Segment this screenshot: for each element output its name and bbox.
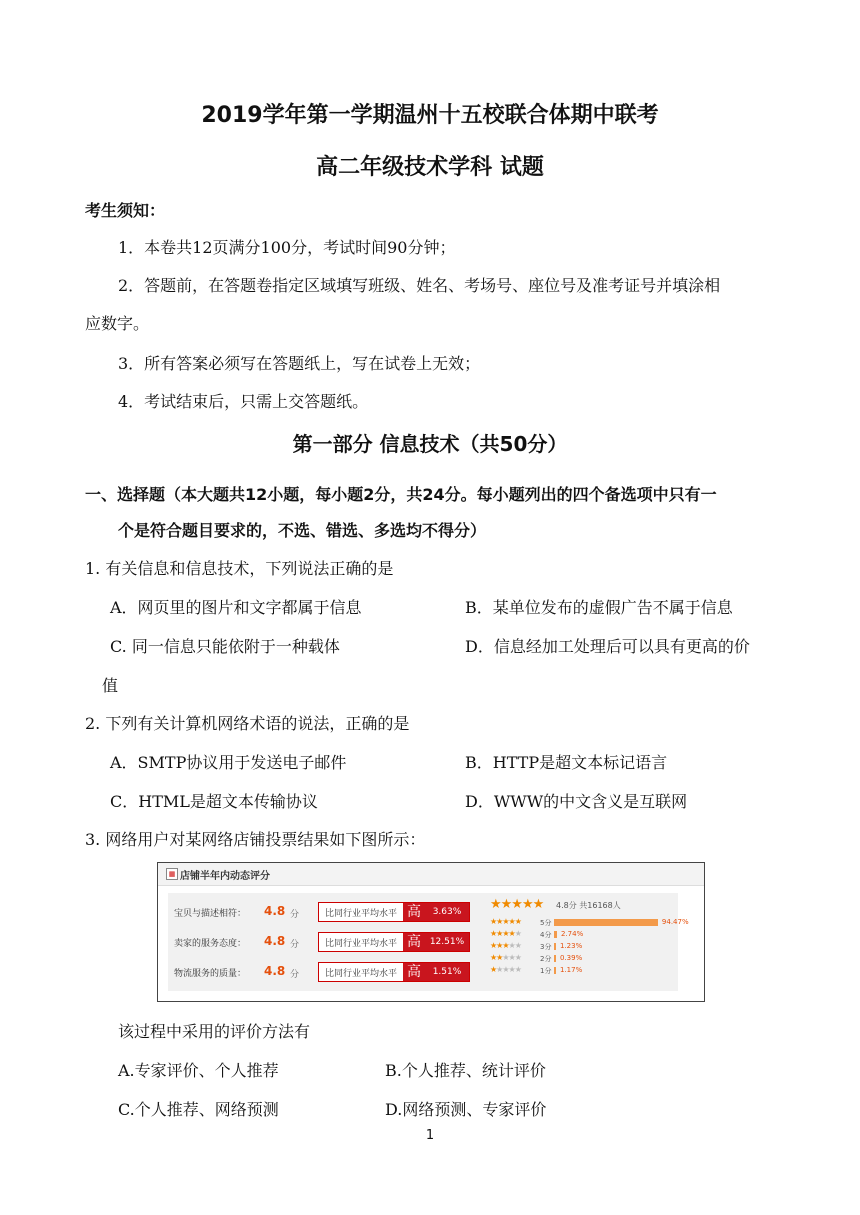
distribution-bar	[554, 955, 556, 962]
rating-row-label: 卖家的服务态度：	[174, 939, 247, 949]
q3-option-d: D.网络预测、专家评价	[385, 1100, 547, 1119]
compare-box	[318, 902, 470, 922]
q1-stem: 1. 有关信息和信息技术，下列说法正确的是	[85, 559, 394, 578]
star-icon: ★★★★★	[490, 965, 521, 974]
star-icon: ★★★★★	[490, 953, 521, 962]
distribution-row	[490, 941, 676, 953]
star-icon: ★★★★★	[490, 941, 521, 950]
q1-option-a: A．网页里的图片和文字都属于信息	[110, 598, 362, 617]
compare-percent: 1.51%	[425, 963, 469, 981]
rating-row	[168, 901, 488, 923]
rating-stars-icon: ★★★★★	[490, 897, 544, 912]
q3-option-b: B.个人推荐、统计评价	[385, 1061, 546, 1080]
rating-row-score: 4.8	[264, 934, 286, 948]
calendar-icon: ▦	[166, 868, 178, 880]
level-badge: 高	[403, 933, 425, 951]
notice-item-3: 3．所有答案必须写在答题纸上，写在试卷上无效；	[118, 354, 481, 373]
rating-row-score: 4.8	[264, 904, 286, 918]
compare-text: 比同行业平均水平	[325, 969, 398, 979]
notice-item-2-cont: 应数字。	[85, 314, 150, 333]
rating-summary: 4.8分 共16168人	[556, 901, 621, 910]
star-distribution	[490, 895, 689, 989]
rating-header-title: 店铺半年内动态评分	[180, 871, 270, 882]
q2-option-b: B．HTTP是超文本标记语言	[465, 753, 668, 772]
rating-row-label: 宝贝与描述相符：	[174, 909, 247, 919]
exam-subtitle: 高二年级技术学科 试题	[316, 155, 544, 180]
part1-instruction-cont: 个是符合题目要求的，不选、错选、多选均不得分）	[118, 521, 487, 540]
compare-percent: 12.51%	[425, 933, 469, 951]
distribution-percent: 0.39%	[560, 954, 583, 962]
compare-percent: 3.63%	[425, 903, 469, 921]
q2-option-d: D．WWW的中文含义是互联网	[465, 792, 688, 811]
distribution-bar	[554, 931, 557, 938]
q2-option-c: C．HTML是超文本传输协议	[110, 792, 318, 811]
q1-option-b: B．某单位发布的虚假广告不属于信息	[465, 598, 733, 617]
compare-text: 比同行业平均水平	[325, 939, 398, 949]
notice-item-4: 4．考试结束后，只需上交答题纸。	[118, 392, 369, 411]
section-title: 第一部分 信息技术（共50分）	[292, 432, 568, 456]
distribution-label: 3分	[540, 943, 552, 951]
q3-option-c: C.个人推荐、网络预测	[118, 1100, 279, 1119]
distribution-percent: 1.17%	[560, 966, 583, 974]
rating-row	[168, 961, 488, 983]
distribution-label: 5分	[540, 919, 552, 927]
compare-text: 比同行业平均水平	[325, 909, 398, 919]
notice-item-2: 2．答题前，在答题卷指定区域填写班级、姓名、考场号、座位号及准考证号并填涂相	[118, 276, 721, 295]
distribution-percent: 2.74%	[561, 930, 584, 938]
notice-heading: 考生须知：	[85, 201, 166, 220]
star-icon: ★★★★★	[490, 917, 521, 926]
distribution-row	[490, 953, 676, 965]
rating-header	[158, 863, 704, 886]
compare-box	[318, 962, 470, 982]
distribution-percent: 1.23%	[560, 942, 583, 950]
compare-box	[318, 932, 470, 952]
q2-option-a: A．SMTP协议用于发送电子邮件	[110, 753, 347, 772]
star-icon: ★★★★★	[490, 929, 521, 938]
rating-row-score: 4.8	[264, 964, 286, 978]
distribution-row	[490, 929, 676, 941]
rating-panel	[168, 893, 689, 991]
rating-row-unit: 分	[290, 970, 300, 980]
shop-rating-figure	[157, 862, 705, 1002]
distribution-row	[490, 917, 689, 929]
q3-followup: 该过程中采用的评价方法有	[118, 1022, 311, 1041]
q1-option-c: C. 同一信息只能依附于一种载体	[110, 637, 340, 656]
exam-title: 2019学年第一学期温州十五校联合体期中联考	[201, 103, 659, 128]
rating-row	[168, 931, 488, 953]
page-number: 1	[425, 1128, 435, 1143]
q3-option-a: A.专家评价、个人推荐	[118, 1061, 279, 1080]
distribution-bar	[554, 919, 658, 926]
notice-item-1: 1．本卷共12页满分100分，考试时间90分钟；	[118, 238, 456, 257]
level-badge: 高	[403, 963, 425, 981]
rating-row-label: 物流服务的质量：	[174, 969, 247, 979]
q2-stem: 2. 下列有关计算机网络术语的说法，正确的是	[85, 714, 410, 733]
q1-option-d: D．信息经加工处理后可以具有更高的价	[465, 637, 750, 656]
level-badge: 高	[403, 903, 425, 921]
distribution-label: 1分	[540, 967, 552, 975]
distribution-row	[490, 965, 676, 977]
distribution-bar	[554, 967, 556, 974]
distribution-percent: 94.47%	[661, 918, 689, 926]
rating-row-unit: 分	[290, 940, 300, 950]
distribution-label: 2分	[540, 955, 552, 963]
distribution-bar	[554, 943, 556, 950]
q3-stem: 3. 网络用户对某网络店铺投票结果如下图所示：	[85, 830, 426, 849]
part1-instruction: 一、选择题（本大题共12小题，每小题2分，共24分。每小题列出的四个备选项中只有一	[85, 485, 717, 504]
rating-row-unit: 分	[290, 910, 300, 920]
distribution-label: 4分	[540, 931, 552, 939]
q1-option-d-cont: 值	[102, 676, 119, 695]
